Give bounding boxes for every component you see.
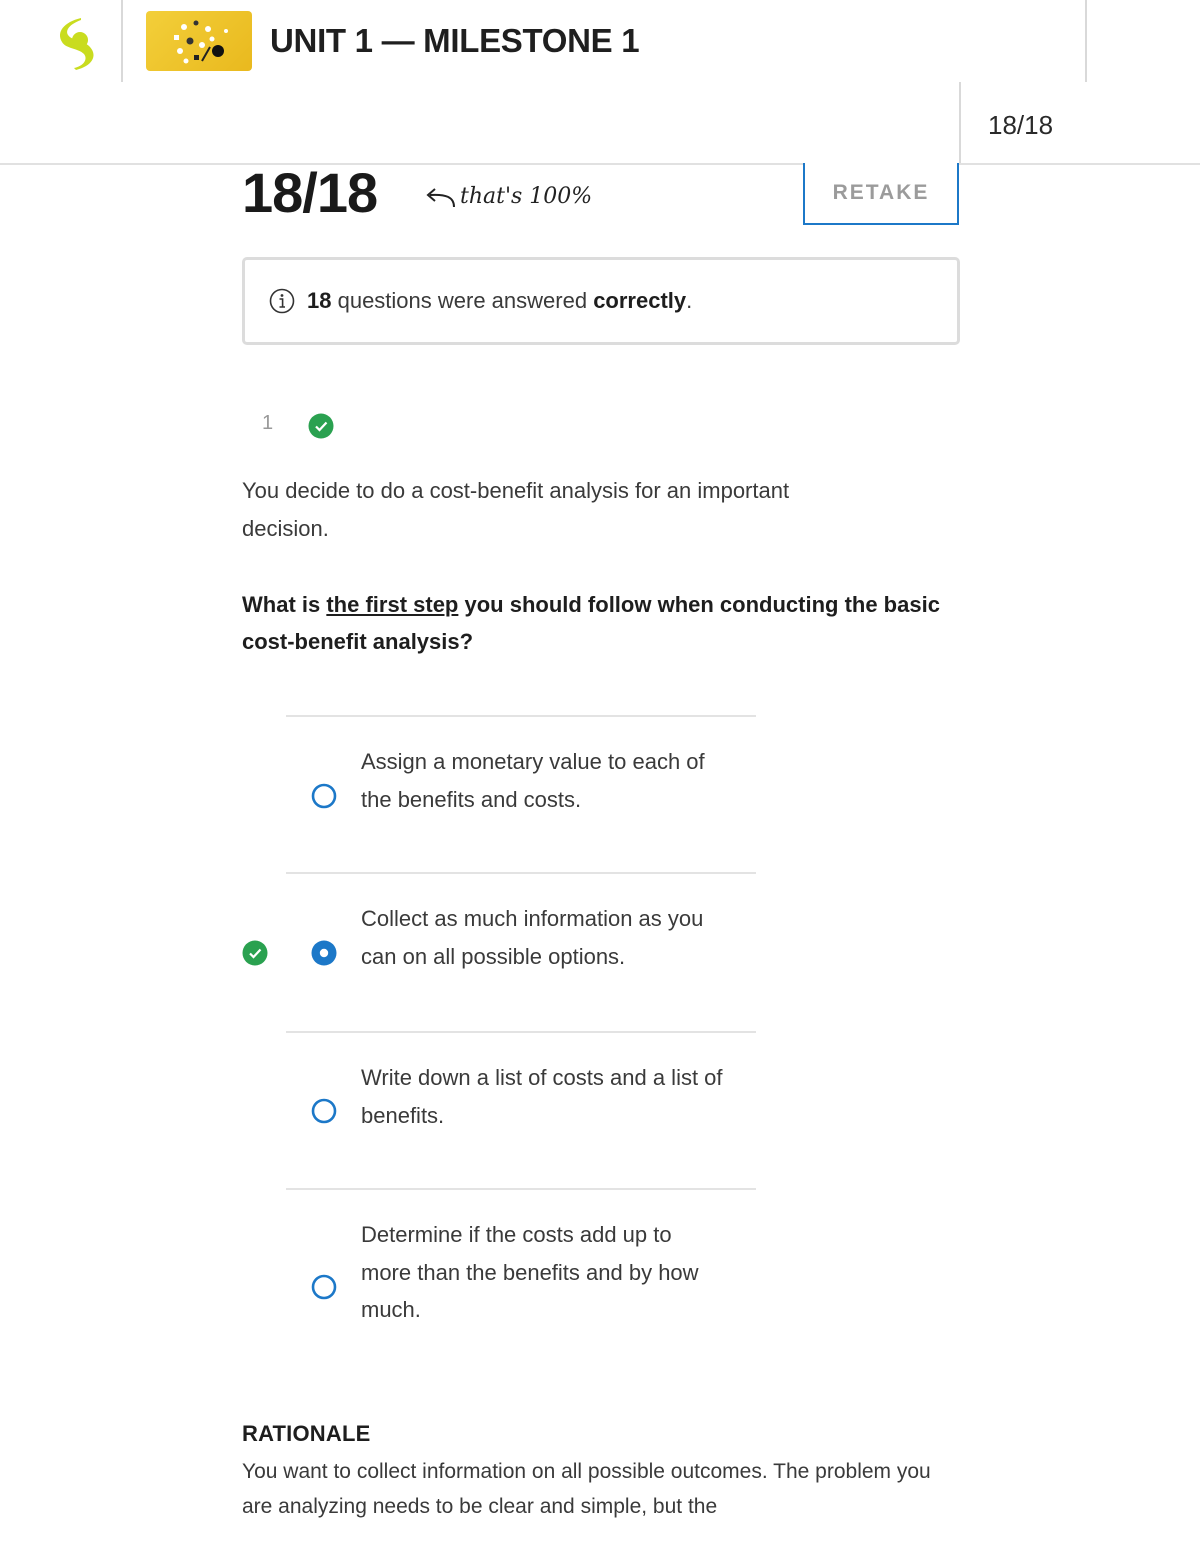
- notice-text-middle: questions were answered: [331, 288, 594, 313]
- answer-option[interactable]: Determine if the costs add up to more than the benefits and by how much.: [361, 1222, 699, 1322]
- notice-text-end: .: [686, 288, 693, 313]
- option-divider: [286, 1031, 756, 1033]
- rationale-text: You want to collect information on all possible outcomes. The problem you are analyzing needs to be clear and simple, but the: [242, 1460, 931, 1518]
- question-number: 1: [262, 412, 274, 434]
- option-divider: [286, 715, 756, 717]
- answer-option-selected[interactable]: Collect as much information as you can on all possible options.: [361, 906, 704, 969]
- question-prompt-emphasis: the first step: [326, 592, 459, 617]
- score-badge: 18/18: [988, 110, 1054, 140]
- header-divider-right: [1085, 0, 1087, 82]
- option-divider: [286, 1188, 756, 1190]
- rationale-heading: RATIONALE: [242, 1421, 371, 1446]
- course-thumbnail-image: [146, 11, 252, 71]
- sophia-logo-icon[interactable]: [54, 16, 98, 70]
- option-radio-unselected[interactable]: [311, 1274, 337, 1300]
- notice-count: 18: [307, 288, 332, 313]
- notice-text: [307, 288, 692, 314]
- option-divider: [286, 872, 756, 874]
- notice-emphasis: correctly: [593, 288, 687, 313]
- correct-answer-check-icon: [242, 940, 268, 966]
- correct-check-icon: [308, 413, 334, 439]
- answer-option[interactable]: Write down a list of costs and a list of benefits.: [361, 1065, 723, 1128]
- question-prompt: [242, 586, 942, 660]
- option-radio-selected[interactable]: [311, 940, 337, 966]
- answer-option[interactable]: Assign a monetary value to each of the benefits and costs.: [361, 749, 705, 812]
- option-radio-unselected[interactable]: [311, 1098, 337, 1124]
- option-radio-unselected[interactable]: [311, 783, 337, 809]
- curved-arrow-icon: [424, 187, 456, 211]
- quiz-score: 18/18: [242, 161, 378, 224]
- question-stem: You decide to do a cost-benefit analysis for an important decision.: [242, 478, 790, 541]
- header-bottom-border: [0, 163, 1200, 165]
- score-annotation: that's 100%: [460, 184, 593, 209]
- question-prompt-end: you should follow when conducting the basic cost-benefit analysis?: [242, 592, 940, 654]
- results-notice: [242, 257, 960, 345]
- info-icon: [269, 288, 295, 314]
- retake-button[interactable]: RETAKE: [803, 163, 959, 225]
- question-prompt-start: What is: [242, 592, 327, 617]
- course-thumbnail[interactable]: [146, 11, 252, 71]
- score-panel-divider: [959, 82, 961, 164]
- page-title: UNIT 1 — MILESTONE 1: [270, 22, 640, 59]
- header-divider-left: [121, 0, 123, 82]
